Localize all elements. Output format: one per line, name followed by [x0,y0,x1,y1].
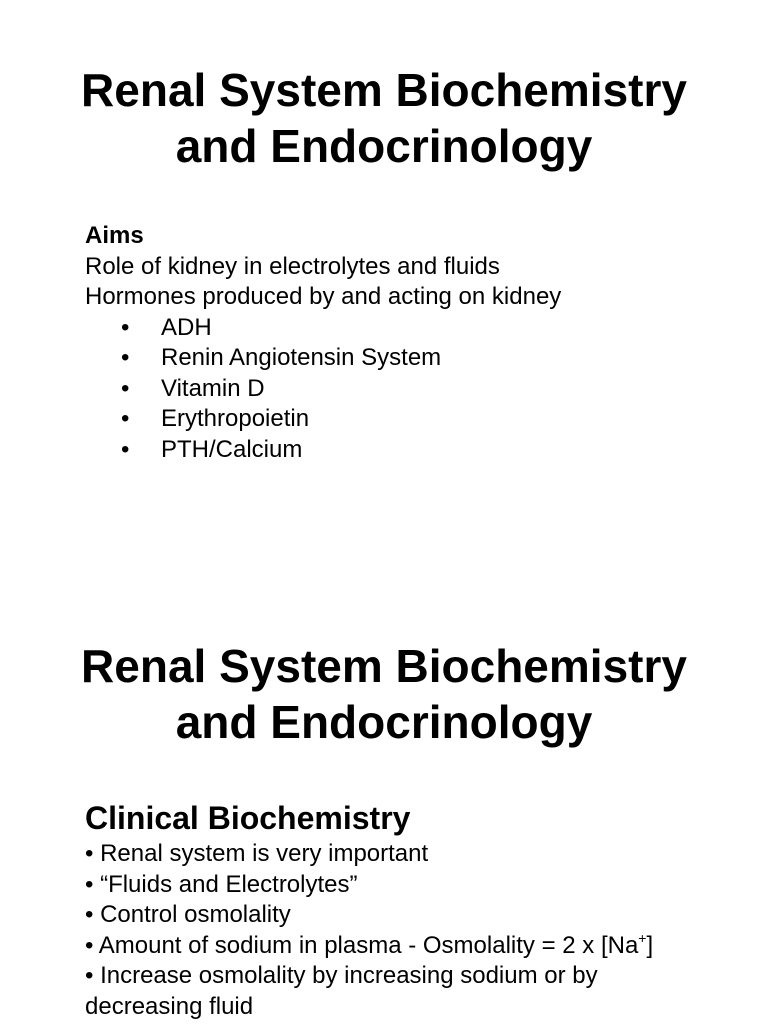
title-line-2: and Endocrinology [175,120,593,172]
aims-line: Hormones produced by and acting on kidney [85,283,562,310]
point-item: • “Fluids and Electrolytes” [85,870,358,898]
list-item-label: Erythropoietin [161,405,310,432]
title-line-1: Renal System Biochemistry [81,64,687,116]
aims-line: Role of kidney in electrolytes and fluids [85,252,500,280]
list-item-label: PTH/Calcium [161,435,303,463]
point-item: • Renal system is very important [85,840,429,867]
section-heading: Clinical Biochemistry [85,800,411,836]
title-line-2: and Endocrinology [175,696,593,748]
bullet-icon: • [121,435,130,463]
list-item-label: Renin Angiotensin System [161,344,442,371]
slide-clinical-biochemistry [0,560,768,1024]
list-item-label: Vitamin D [161,374,265,402]
list-item [85,435,725,466]
hormone-list [85,313,725,466]
list-item [85,313,725,344]
slide-title [0,62,768,174]
list-item [85,343,725,374]
point-item-osmolality [85,931,705,962]
clinical-points [85,839,705,1022]
bullet-icon: • [121,313,130,341]
superscript-plus: + [638,929,647,946]
list-item [85,404,725,435]
point-item: • Increase osmolality by increasing sodium or by decreasing fluid [85,962,598,1020]
aims-heading: Aims [85,222,144,249]
list-item [85,374,725,405]
bullet-icon: • [121,344,130,371]
aims-content [85,221,725,465]
slide-title [0,638,768,750]
list-item-label: ADH [161,313,212,341]
bullet-icon: • [121,374,130,402]
point-text: • Amount of sodium in plasma - Osmolality = 2 x [Na [85,931,639,959]
title-line-1: Renal System Biochemistry [81,640,687,692]
point-item: • Control osmolality [85,901,291,928]
closing-bracket: ] [646,931,654,959]
bullet-icon: • [121,405,130,432]
